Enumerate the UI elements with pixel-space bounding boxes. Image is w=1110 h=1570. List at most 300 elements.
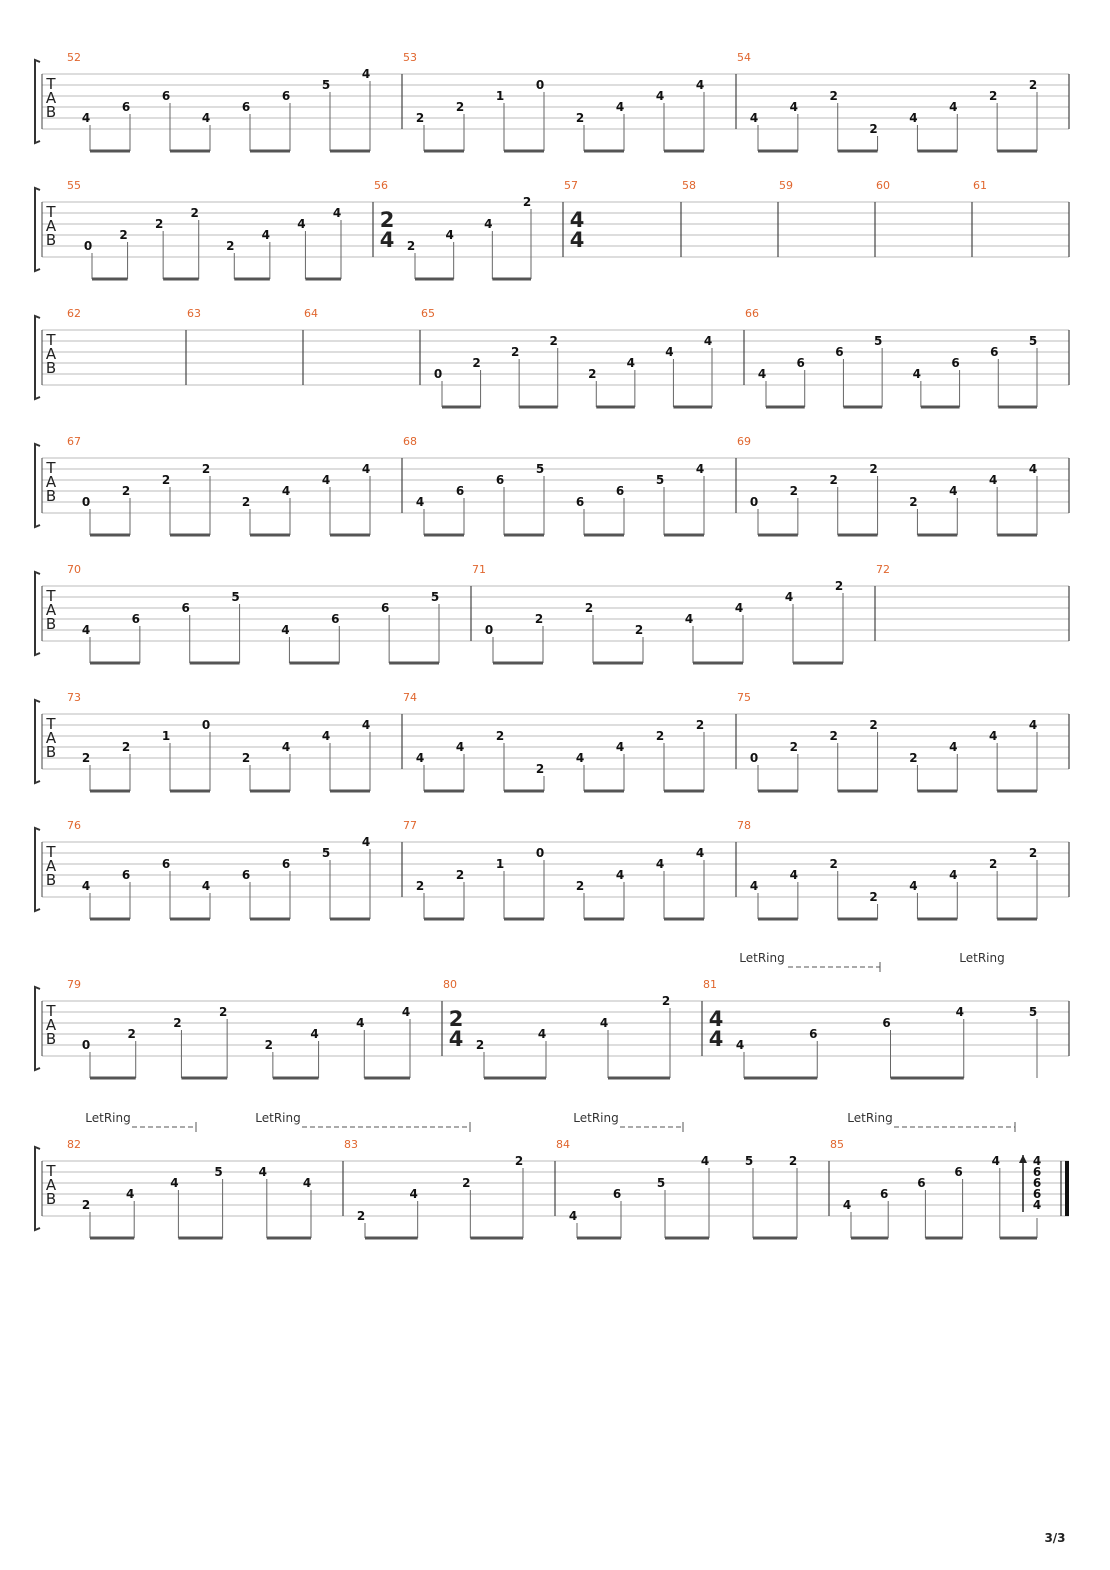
measure [187,307,201,320]
staff-bracket [35,444,40,527]
fret-number: 2 [869,122,878,136]
measure [472,563,843,663]
fret-number: 4 [445,228,454,242]
fret-number: 4 [912,367,922,381]
fret-number: 6 [796,356,805,370]
fret-number: 2 [588,367,597,381]
fret-number: 2 [201,462,211,476]
measure-number: 66 [745,307,759,320]
fret-number: 4 [749,111,759,125]
measure [67,179,341,279]
tab-clef-letter: B [45,871,57,889]
fret-number: 2 [829,473,838,487]
measure [973,179,987,192]
fret-number: 4 [599,1016,609,1030]
measure [403,51,704,151]
fret-number: 4 [302,1176,312,1190]
fret-number: 6 [281,89,291,103]
fret-number: 4 [401,1005,411,1019]
measure [737,435,1037,535]
measure [67,307,81,320]
measure-number: 71 [472,563,486,576]
fret-number: 2 [406,239,416,253]
staff-system [35,819,1069,919]
fret-number: 4 [361,67,371,81]
fret-number: 4 [201,111,211,125]
fret-number: 4 [484,217,493,231]
fret-number: 4 [1028,718,1038,732]
fret-number: 4 [537,1027,547,1041]
chord-fret-number: 6 [1032,1165,1042,1179]
fret-number: 6 [809,1027,818,1041]
measure [67,1138,311,1238]
fret-number: 6 [380,601,390,615]
fret-number: 4 [949,740,958,754]
fret-number: 2 [788,1154,798,1168]
staff-system [35,307,1069,407]
fret-number: 4 [655,857,665,871]
fret-number: 6 [331,612,340,626]
fret-number: 6 [495,473,505,487]
staff-bracket [35,700,40,783]
staff-system [35,51,1069,151]
fret-number: 4 [991,1154,1000,1168]
let-ring-label: LetRing [255,1111,301,1125]
fret-number: 4 [321,473,331,487]
fret-number: 4 [988,473,998,487]
fret-number: 0 [749,751,759,765]
measure-number: 55 [67,179,81,192]
chord-fret-number: 6 [1032,1187,1042,1201]
measure [67,978,410,1078]
measure [67,435,370,535]
measure [304,307,318,320]
fret-number: 6 [615,484,625,498]
measure-number: 68 [403,435,417,448]
tab-clef-letter: B [45,1190,57,1208]
fret-number: 4 [955,1005,964,1019]
tab-clef-letter: A [45,1016,57,1034]
fret-number: 4 [415,495,425,509]
fret-number: 4 [949,100,958,114]
staff-system [35,179,1069,279]
fret-number: 2 [514,1154,524,1168]
fret-number: 2 [190,206,199,220]
fret-number: 5 [535,462,545,476]
fret-number: 4 [842,1198,852,1212]
fret-number: 4 [655,89,665,103]
fret-number: 2 [869,462,878,476]
fret-number: 2 [127,1027,136,1041]
fret-number: 4 [695,462,705,476]
fret-number: 4 [789,868,799,882]
measure [403,691,704,791]
staff-bracket [35,572,40,655]
fret-number: 4 [735,1038,745,1052]
tab-clef-letter: A [45,217,57,235]
fret-number: 4 [615,868,625,882]
fret-number: 2 [1028,846,1038,860]
fret-number: 4 [615,740,625,754]
page-number: 3/3 [1044,1531,1066,1545]
measure-number: 79 [67,978,81,991]
fret-number: 2 [475,1038,485,1052]
fret-number: 4 [361,718,371,732]
fret-number: 2 [584,601,594,615]
fret-number: 4 [297,217,306,231]
fret-number: 2 [661,994,671,1008]
fret-number: 4 [81,623,91,637]
measure [403,819,704,919]
fret-number: 6 [882,1016,891,1030]
fret-number: 6 [835,345,844,359]
tab-clef-letter: T [46,1002,56,1020]
fret-number: 0 [484,623,494,637]
fret-number: 4 [361,835,371,849]
fret-number: 5 [1028,334,1038,348]
measure-number: 65 [421,307,435,320]
fret-number: 6 [917,1176,926,1190]
staff-system [35,951,1069,1078]
fret-number: 0 [433,367,443,381]
measure-number: 73 [67,691,81,704]
fret-number: 4 [615,100,625,114]
fret-number: 0 [201,718,211,732]
fret-number: 2 [241,495,251,509]
fret-number: 4 [665,345,674,359]
measure [876,179,890,192]
fret-number: 5 [744,1154,754,1168]
tab-clef-letter: B [45,743,57,761]
fret-number: 4 [261,228,271,242]
tab-clef-letter: T [46,1162,56,1180]
fret-number: 5 [321,846,331,860]
fret-number: 4 [575,751,585,765]
time-signature-digit: 2 [448,1007,464,1031]
measure [703,978,1037,1078]
measure-number: 70 [67,563,81,576]
fret-number: 4 [321,729,331,743]
fret-number: 6 [131,612,141,626]
tab-clef-letter: A [45,1176,57,1194]
measure-number: 75 [737,691,751,704]
fret-number: 1 [495,857,505,871]
fret-number: 6 [241,868,251,882]
let-ring-label: LetRing [959,951,1005,965]
fret-number: 6 [612,1187,622,1201]
fret-number: 2 [455,100,465,114]
fret-number: 0 [81,495,91,509]
fret-number: 2 [575,879,585,893]
fret-number: 2 [154,217,164,231]
fret-number: 2 [909,495,918,509]
fret-number: 4 [455,740,465,754]
fret-number: 2 [789,740,799,754]
fret-number: 2 [81,1198,91,1212]
fret-number: 1 [161,729,171,743]
fret-number: 4 [332,206,342,220]
tab-clef-letter: T [46,75,56,93]
measure [421,307,712,407]
fret-number: 4 [281,740,291,754]
fret-number: 4 [281,623,290,637]
fret-number: 6 [161,89,171,103]
fret-number: 2 [173,1016,182,1030]
fret-number: 6 [880,1187,889,1201]
staff-bracket [35,828,40,911]
fret-number: 2 [535,762,545,776]
fret-number: 2 [869,718,878,732]
measure-number: 62 [67,307,81,320]
measure-number: 63 [187,307,201,320]
measure [737,51,1037,151]
staff-system [35,691,1069,791]
staff-bracket [35,987,40,1070]
fret-number: 0 [535,846,545,860]
staff-system [35,1111,1069,1238]
fret-number: 0 [83,239,93,253]
fret-number: 2 [909,751,918,765]
tab-clef-letter: B [45,231,57,249]
fret-number: 2 [634,623,644,637]
fret-number: 2 [121,740,131,754]
fret-number: 6 [575,495,585,509]
tab-clef-letter: T [46,459,56,477]
fret-number: 4 [356,1016,365,1030]
fret-number: 2 [834,579,844,593]
fret-number: 2 [534,612,544,626]
fret-number: 2 [829,729,838,743]
measure-number: 53 [403,51,417,64]
fret-number: 4 [988,729,998,743]
fret-number: 2 [121,484,131,498]
measure-number: 84 [556,1138,570,1151]
fret-number: 4 [126,1187,135,1201]
fret-number: 4 [310,1027,319,1041]
fret-number: 2 [988,89,998,103]
fret-number: 0 [535,78,545,92]
time-signature-digit: 4 [448,1027,464,1051]
fret-number: 4 [258,1165,267,1179]
measure-number: 69 [737,435,751,448]
fret-number: 4 [281,484,291,498]
fret-number: 5 [656,1176,666,1190]
fret-number: 0 [749,495,759,509]
measure-number: 61 [973,179,987,192]
fret-number: 6 [241,100,251,114]
measure-number: 74 [403,691,417,704]
measure-number: 78 [737,819,751,832]
fret-number: 5 [655,473,665,487]
time-signature-digit: 4 [379,228,395,252]
let-ring-label: LetRing [573,1111,619,1125]
measure [403,435,704,535]
fret-number: 6 [181,601,190,615]
fret-number: 5 [321,78,331,92]
fret-number: 2 [510,345,520,359]
chord-fret-number: 6 [1032,1176,1042,1190]
fret-number: 2 [988,857,998,871]
fret-number: 4 [734,601,744,615]
measure-number: 67 [67,435,81,448]
tab-clef-letter: T [46,715,56,733]
fret-number: 6 [990,345,999,359]
fret-number: 4 [703,334,713,348]
fret-number: 6 [281,857,291,871]
measure-number: 82 [67,1138,81,1151]
fret-number: 6 [121,100,131,114]
fret-number: 2 [1028,78,1038,92]
measure-number: 52 [67,51,81,64]
fret-number: 2 [415,111,425,125]
fret-number: 4 [695,78,705,92]
fret-number: 2 [415,879,425,893]
fret-number: 2 [829,89,838,103]
fret-number: 2 [455,868,465,882]
strum-arrow-head [1019,1155,1027,1163]
measure [737,819,1037,919]
measure-number: 57 [564,179,578,192]
fret-number: 5 [873,334,883,348]
measure [737,691,1037,791]
fret-number: 4 [909,111,918,125]
time-signature-digit: 2 [379,208,395,232]
fret-number: 2 [522,195,532,209]
measure-number: 59 [779,179,793,192]
measure [443,978,670,1078]
fret-number: 4 [700,1154,710,1168]
fret-number: 2 [495,729,505,743]
measure-number: 60 [876,179,890,192]
measure [876,563,890,576]
fret-number: 5 [1028,1005,1038,1019]
measure [344,1138,523,1238]
measure [67,691,370,791]
measure [830,1138,1041,1238]
time-signature-digit: 4 [708,1007,724,1031]
fret-number: 2 [161,473,171,487]
fret-number: 4 [568,1209,578,1223]
tab-clef-letter: A [45,345,57,363]
fret-number: 4 [757,367,767,381]
fret-number: 5 [430,590,440,604]
fret-number: 2 [869,890,878,904]
fret-number: 4 [1028,462,1038,476]
measure-number: 77 [403,819,417,832]
measure [779,179,793,192]
measure-number: 56 [374,179,388,192]
fret-number: 4 [949,484,958,498]
let-ring-label: LetRing [85,1111,131,1125]
measure-number: 54 [737,51,751,64]
time-signature-digit: 4 [708,1027,724,1051]
measure [374,179,531,279]
measure [67,819,370,919]
fret-number: 2 [226,239,235,253]
tab-clef-letter: T [46,331,56,349]
fret-number: 4 [81,111,91,125]
fret-number: 6 [161,857,171,871]
fret-number: 4 [409,1187,418,1201]
staff-bracket [35,1147,40,1230]
fret-number: 4 [789,100,799,114]
fret-number: 2 [575,111,585,125]
fret-number: 2 [695,718,705,732]
fret-number: 2 [829,857,838,871]
measure [67,563,439,663]
fret-number: 4 [81,879,91,893]
fret-number: 2 [462,1176,471,1190]
fret-number: 6 [954,1165,963,1179]
tab-clef-letter: A [45,601,57,619]
tab-clef-letter: B [45,487,57,505]
fret-number: 5 [214,1165,223,1179]
staff-bracket [35,60,40,143]
fret-number: 4 [749,879,759,893]
chord-fret-number: 4 [1032,1154,1042,1168]
tab-clef-letter: A [45,89,57,107]
fret-number: 0 [81,1038,91,1052]
tab-clef-letter: T [46,843,56,861]
fret-number: 6 [951,356,960,370]
fret-number: 6 [121,868,131,882]
measure-number: 64 [304,307,318,320]
fret-number: 2 [218,1005,228,1019]
fret-number: 2 [472,356,481,370]
tab-clef-letter: B [45,615,57,633]
fret-number: 2 [264,1038,274,1052]
fret-number: 2 [655,729,665,743]
staff-system [35,563,1069,663]
fret-number: 4 [415,751,425,765]
fret-number: 4 [784,590,794,604]
measure-number: 76 [67,819,81,832]
fret-number: 4 [626,356,636,370]
fret-number: 2 [119,228,128,242]
measure [556,1138,797,1238]
let-ring-label: LetRing [847,1111,893,1125]
tab-clef-letter: T [46,587,56,605]
tab-clef-letter: A [45,473,57,491]
fret-number: 2 [241,751,251,765]
staff-system [35,435,1069,535]
fret-number: 4 [170,1176,179,1190]
measure-number: 80 [443,978,457,991]
staff-bracket [35,188,40,271]
tab-clef-letter: B [45,359,57,377]
measure-number: 72 [876,563,890,576]
fret-number: 4 [695,846,705,860]
fret-number: 5 [231,590,240,604]
tab-clef-letter: B [45,103,57,121]
measure-number: 58 [682,179,696,192]
fret-number: 2 [549,334,558,348]
measure [564,179,584,252]
let-ring-label: LetRing [739,951,785,965]
fret-number: 4 [684,612,694,626]
measure [682,179,696,192]
chord-fret-number: 4 [1032,1198,1042,1212]
tab-clef-letter: A [45,857,57,875]
fret-number: 2 [789,484,799,498]
fret-number: 4 [909,879,918,893]
measure-number: 81 [703,978,717,991]
measure [67,51,370,151]
measure-number: 83 [344,1138,358,1151]
measure [745,307,1037,407]
fret-number: 4 [201,879,211,893]
fret-number: 2 [356,1209,366,1223]
